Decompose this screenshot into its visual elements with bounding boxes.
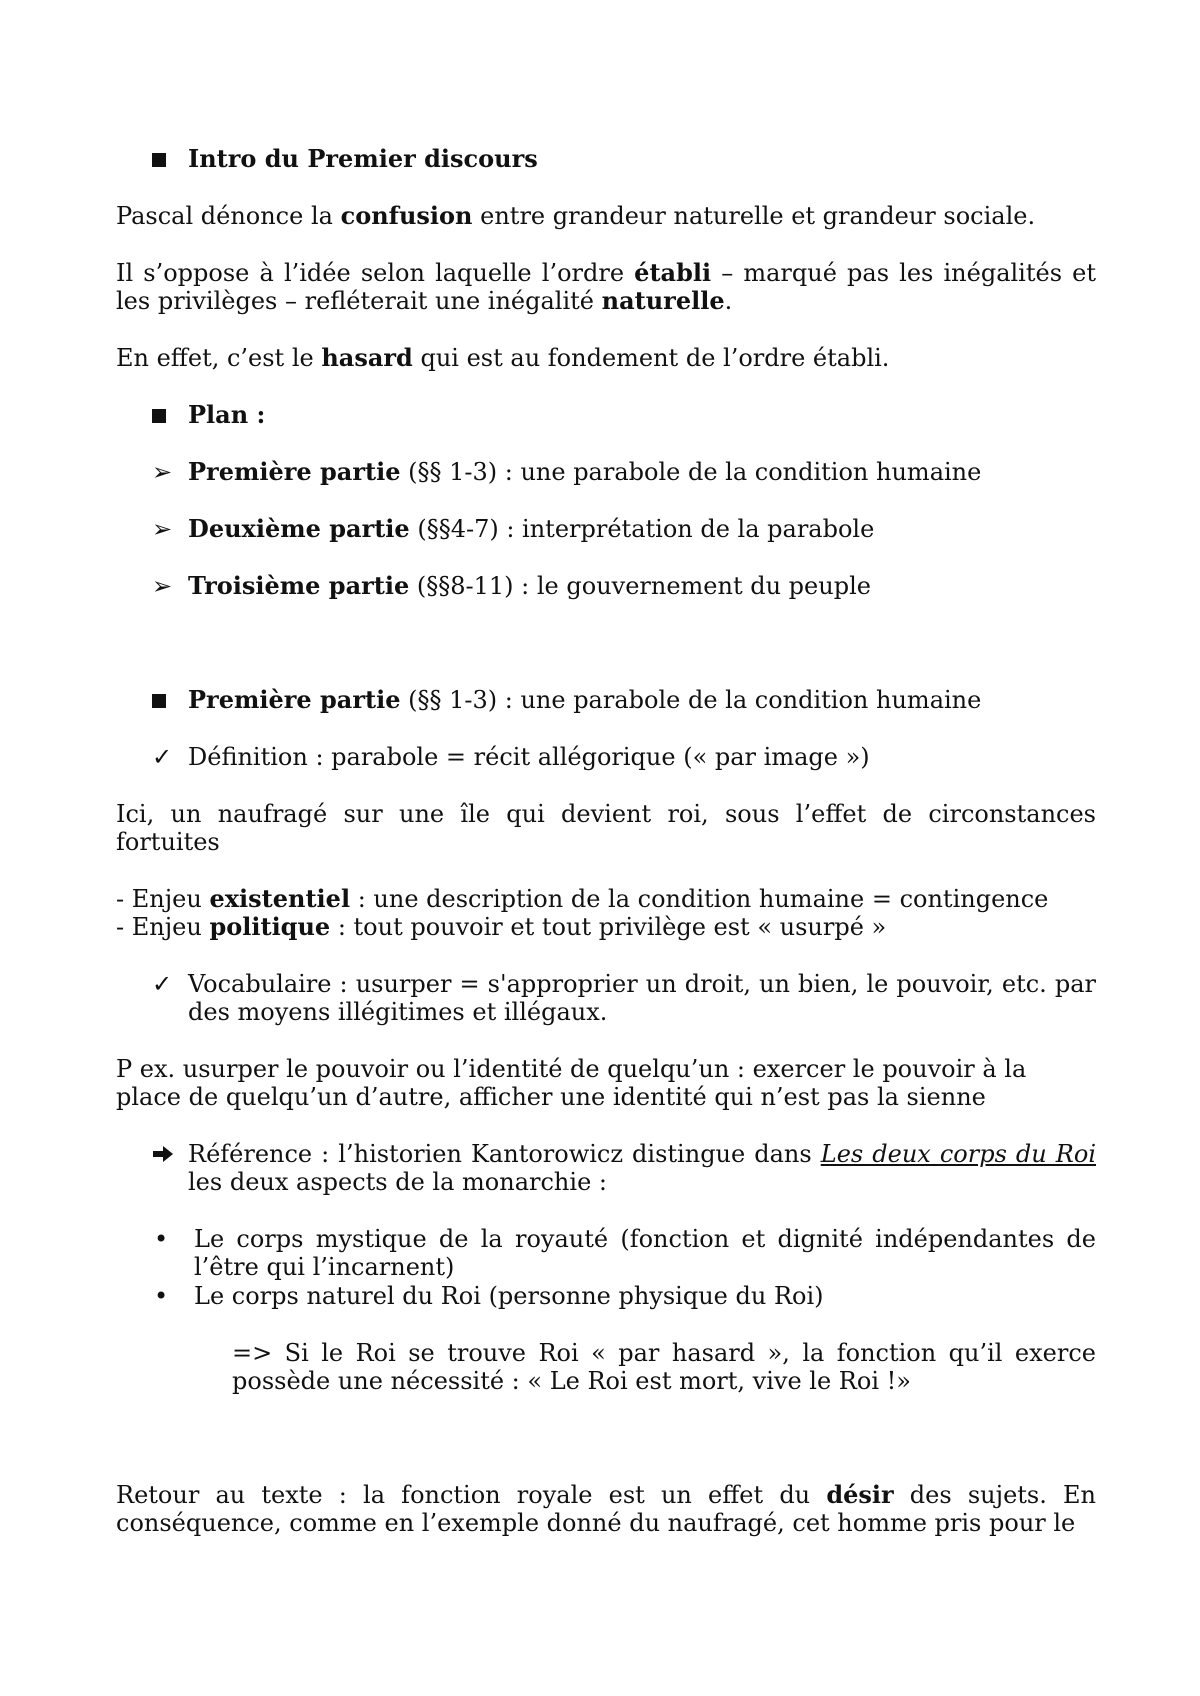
intro-paragraph-1 xyxy=(116,202,1096,230)
text-run: Il s’oppose à l’idée selon laquelle l’ordre xyxy=(116,259,635,287)
intro-paragraph-2 xyxy=(116,259,1096,315)
text-run: des sujets. En conséquence, comme en l’exemple donné du naufragé, cet homme pris pour le xyxy=(116,1481,1097,1537)
intro-paragraph-3 xyxy=(116,344,1096,372)
conclusion-paragraph: => Si le Roi se trouve Roi « par hasard », la fonction qu’il exerce possède une nécessité : « Le Roi est mort, vive le Roi !» xyxy=(232,1339,1096,1395)
text-run: entre grandeur naturelle et grandeur sociale. xyxy=(472,202,1036,230)
text-run: - Enjeu xyxy=(116,885,210,913)
plan-item-2 xyxy=(116,515,1096,543)
round-bullet-icon: • xyxy=(154,1225,169,1253)
enjeu-paragraph xyxy=(116,885,1096,941)
book-title: Les deux corps du Roi xyxy=(820,1140,1096,1168)
plan-item-1 xyxy=(116,458,1096,486)
part1-heading-title: Première partie xyxy=(188,685,401,714)
check-mark-icon: ✓ xyxy=(152,970,173,998)
bold-term: politique xyxy=(209,912,331,941)
text-run: En effet, c’est le xyxy=(116,344,322,372)
bold-term: établi xyxy=(634,258,712,287)
arrowhead-bullet-icon: ➢ xyxy=(152,515,173,543)
vocabulary-item xyxy=(116,970,1096,1026)
ici-paragraph: Ici, un naufragé sur une île qui devient roi, sous l’effet de circonstances fortuites xyxy=(116,800,1096,856)
text-run: Pascal dénonce la xyxy=(116,202,341,230)
definition-item xyxy=(116,743,1096,771)
part1-heading-text: (§§ 1-3) : une parabole de la condition humaine xyxy=(400,686,982,714)
round-bullet-icon: • xyxy=(154,1282,169,1310)
text-run: Retour au texte : la fonction royale est un effet du xyxy=(116,1481,827,1509)
corps-item-1 xyxy=(116,1225,1096,1281)
corps-text: Le corps mystique de la royauté (fonction et dignité indépendantes de l’être qui l’incarnent) xyxy=(194,1225,1096,1281)
retour-paragraph xyxy=(116,1481,1096,1537)
intro-heading: Intro du Premier discours xyxy=(188,144,538,173)
arrowhead-bullet-icon: ➢ xyxy=(152,458,173,486)
plan-item-title: Deuxième partie xyxy=(188,514,410,543)
vocabulary-text: Vocabulaire : usurper = s'approprier un droit, un bien, le pouvoir, etc. par des moyens illégitimes et illégaux. xyxy=(188,970,1096,1026)
bold-term: naturelle xyxy=(601,286,725,315)
reference-item xyxy=(116,1140,1096,1196)
text-run: qui est au fondement de l’ordre établi. xyxy=(412,344,890,372)
definition-text: Définition : parabole = récit allégorique (« par image ») xyxy=(188,743,870,771)
text-run: : tout pouvoir et tout privilège est « usurpé » xyxy=(330,913,887,941)
plan-heading: Plan : xyxy=(188,400,266,429)
corps-text: Le corps naturel du Roi (personne physique du Roi) xyxy=(194,1282,824,1310)
text-run: – marqué pas les inégalités et les privilèges – refléterait une inégalité xyxy=(116,259,1097,315)
part1-heading-item xyxy=(116,686,1096,714)
reference-text: Référence : l’historien Kantorowicz distingue dans xyxy=(188,1140,821,1168)
bold-term: confusion xyxy=(340,201,473,230)
text-run: - Enjeu xyxy=(116,913,210,941)
right-arrow-icon xyxy=(152,1140,182,1163)
square-bullet-icon xyxy=(152,686,182,714)
text-run: . xyxy=(724,287,733,315)
plan-heading-item xyxy=(116,401,1096,429)
plan-item-text: (§§8-11) : le gouvernement du peuple xyxy=(409,572,871,600)
plan-item-title: Première partie xyxy=(188,457,401,486)
plan-item-title: Troisième partie xyxy=(188,571,410,600)
square-bullet-icon xyxy=(152,145,182,173)
bold-term: hasard xyxy=(321,343,413,372)
plan-item-text: (§§4-7) : interprétation de la parabole xyxy=(409,515,875,543)
plan-item-text: (§§ 1-3) : une parabole de la condition humaine xyxy=(400,458,982,486)
square-bullet-icon xyxy=(152,401,182,429)
reference-text: les deux aspects de la monarchie : xyxy=(188,1168,607,1196)
text-run: : une description de la condition humaine = contingence xyxy=(350,885,1049,913)
bold-term: désir xyxy=(826,1480,894,1509)
arrowhead-bullet-icon: ➢ xyxy=(152,572,173,600)
bold-term: existentiel xyxy=(209,884,351,913)
check-mark-icon: ✓ xyxy=(152,743,173,771)
pex-paragraph: P ex. usurper le pouvoir ou l’identité de quelqu’un : exercer le pouvoir à la place de quelqu’un d’autre, afficher une identité qui n’est pas la sienne xyxy=(116,1055,1027,1111)
plan-item-3 xyxy=(116,572,1096,600)
intro-heading-item xyxy=(116,145,1096,173)
corps-item-2 xyxy=(116,1282,1096,1310)
